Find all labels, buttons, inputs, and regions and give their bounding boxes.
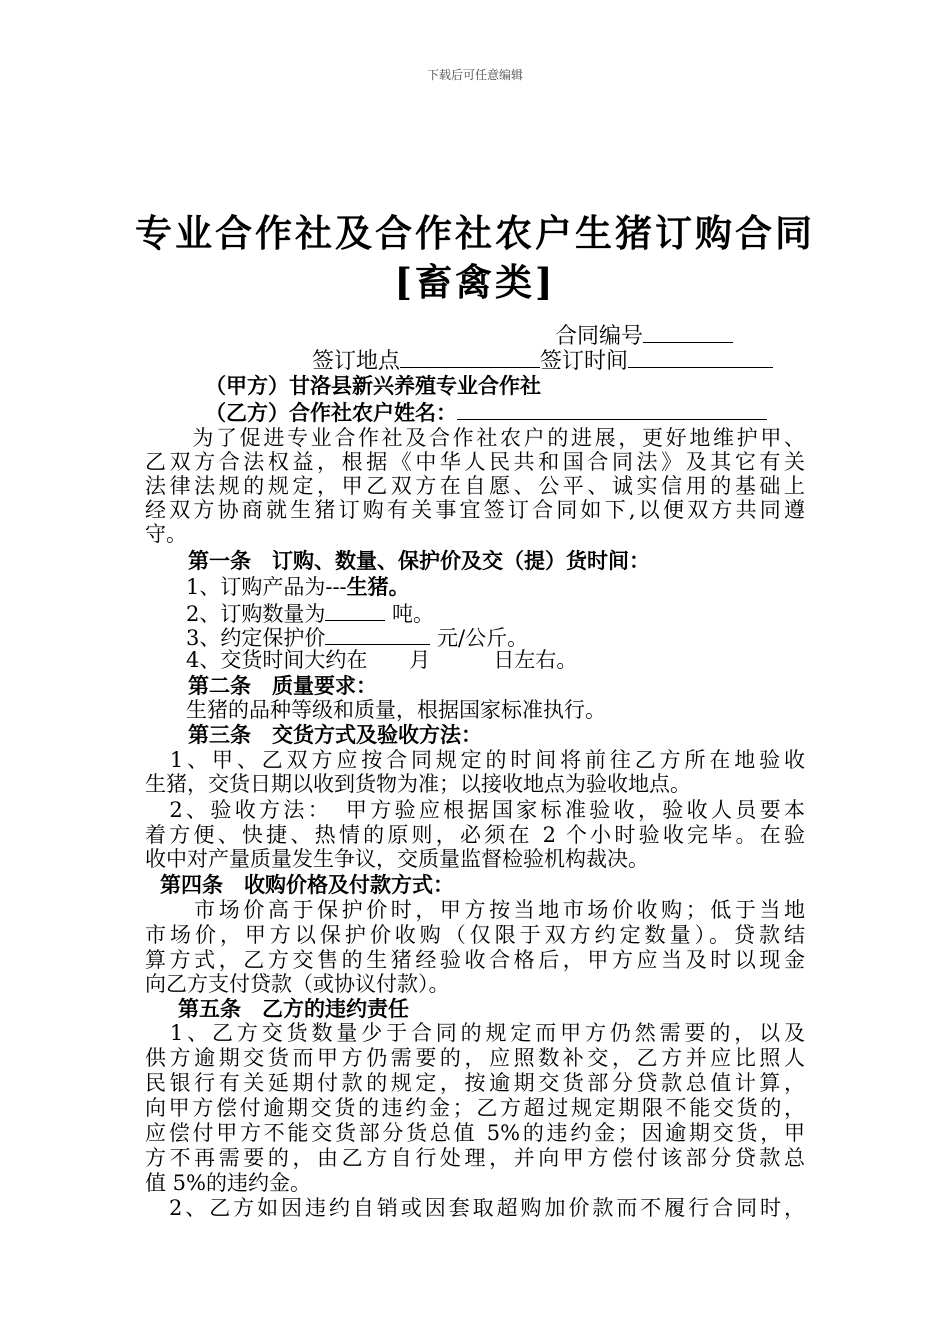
preamble-line: 乙双方合法权益，根据《中华人民共和国合同法》及其它有关	[145, 450, 805, 474]
preamble-line: 守。	[145, 522, 187, 546]
sign-time-label: 签订时间	[540, 349, 629, 374]
watermark: 下载后可任意编辑	[426, 68, 523, 82]
sign-time-blank	[628, 347, 773, 368]
article2-body: 生猪的品种等级和质量，根据国家标准执行。	[186, 698, 606, 722]
article4-line: 市场价，甲方以保护价收购（仅限于双方约定数量）。贷款结	[145, 923, 805, 947]
article5-line: 1、乙方交货数量少于合同的规定而甲方仍然需要的，以及	[145, 1021, 805, 1045]
contract-subtitle: [畜禽类]	[394, 260, 556, 304]
contract-title: 专业合作社及合作社农户生猪订购合同	[135, 211, 815, 255]
article5-line: 应偿付甲方不能交货部分货总值 5%的违约金；因逾期交货，甲	[145, 1121, 805, 1145]
contract-no-blank	[643, 322, 733, 343]
article5-heading: 第五条 乙方的违约责任	[178, 996, 409, 1021]
article1-item3	[186, 624, 528, 651]
preamble-line: 为了促进专业合作社及合作社农户的进展，更好地维护甲、	[145, 426, 805, 450]
item2-prefix: 2、订购数量为	[186, 602, 326, 626]
price-blank	[325, 624, 430, 645]
article4-heading: 第四条 收购价格及付款方式：	[160, 872, 454, 897]
sign-place-label: 签订地点	[312, 349, 401, 374]
article5-line: 供方逾期交货而甲方仍需要的，应照数补交，乙方并应比照人	[145, 1046, 805, 1070]
article3-line: 1、甲、乙双方应按合同规定的时间将前往乙方所在地验收	[145, 748, 805, 772]
preamble-line: 经双方协商就生猪订购有关事宜签订合同如下,以便双方共同遵	[145, 498, 805, 522]
item2-suffix: 吨。	[385, 602, 435, 626]
contract-no-label: 合同编号	[555, 324, 644, 349]
article1-heading: 第一条 订购、数量、保护价及交（提）货时间：	[188, 548, 650, 573]
article3-heading: 第三条 交货方式及验收方法：	[188, 722, 482, 747]
article1-item4: 4、交货时间大约在 月 日左右。	[186, 648, 578, 672]
article3-line: 生猪，交货日期以收到货物为准；以接收地点为验收地点。	[145, 772, 691, 796]
article3-line: 收中对产量质量发生争议，交质量监督检验机构裁决。	[145, 847, 649, 871]
sign-place-blank	[400, 347, 540, 368]
item3-suffix: 元/公斤。	[430, 626, 529, 650]
article5-line: 民银行有关延期付款的规定，按逾期交货部分贷款总值计算，	[145, 1071, 805, 1095]
item3-prefix: 3、约定保护价	[186, 626, 326, 650]
article5-line: 向甲方偿付逾期交货的违约金；乙方超过规定期限不能交货的，	[145, 1096, 805, 1120]
preamble-line: 法律法规的规定，甲乙双方在自愿、公平、诚实信用的基础上	[145, 474, 805, 498]
party-b-label: （乙方）合作社农户姓名：	[205, 400, 457, 425]
article1-item2	[186, 600, 434, 627]
article3-line: 2、验收方法： 甲方验应根据国家标准验收，验收人员要本	[145, 798, 805, 822]
party-b-blank	[457, 399, 767, 420]
article5-line: 方不再需要的，由乙方自行处理，并向甲方偿付该部分贷款总	[145, 1146, 805, 1170]
sign-info-field	[312, 347, 773, 374]
article4-line: 向乙方支付贷款（或协议付款）。	[145, 972, 450, 996]
party-b-field	[205, 399, 767, 425]
party-a: （甲方）甘洛县新兴养殖专业合作社	[205, 373, 541, 398]
article2-heading: 第二条 质量要求：	[188, 673, 377, 698]
article5-line: 值 5%的违约金。	[145, 1171, 311, 1195]
article4-line: 算方式，乙方交售的生猪经验收合格后，甲方应当及时以现金	[145, 948, 805, 972]
article4-line: 市场价高于保护价时，甲方按当地市场价收购；低于当地	[145, 898, 805, 922]
article3-line: 着方便、快捷、热情的原则，必须在 2 个小时验收完毕。在验	[145, 823, 805, 847]
article5-line: 2、乙方如因违约自销或因套取超购加价款而不履行合同时，	[145, 1196, 805, 1220]
quantity-blank	[325, 600, 385, 621]
item1-product: 生猪。	[346, 574, 410, 599]
contract-no-field	[555, 322, 733, 349]
item1-prefix: 1、订购产品为---	[186, 575, 347, 599]
article1-item1	[186, 574, 410, 600]
